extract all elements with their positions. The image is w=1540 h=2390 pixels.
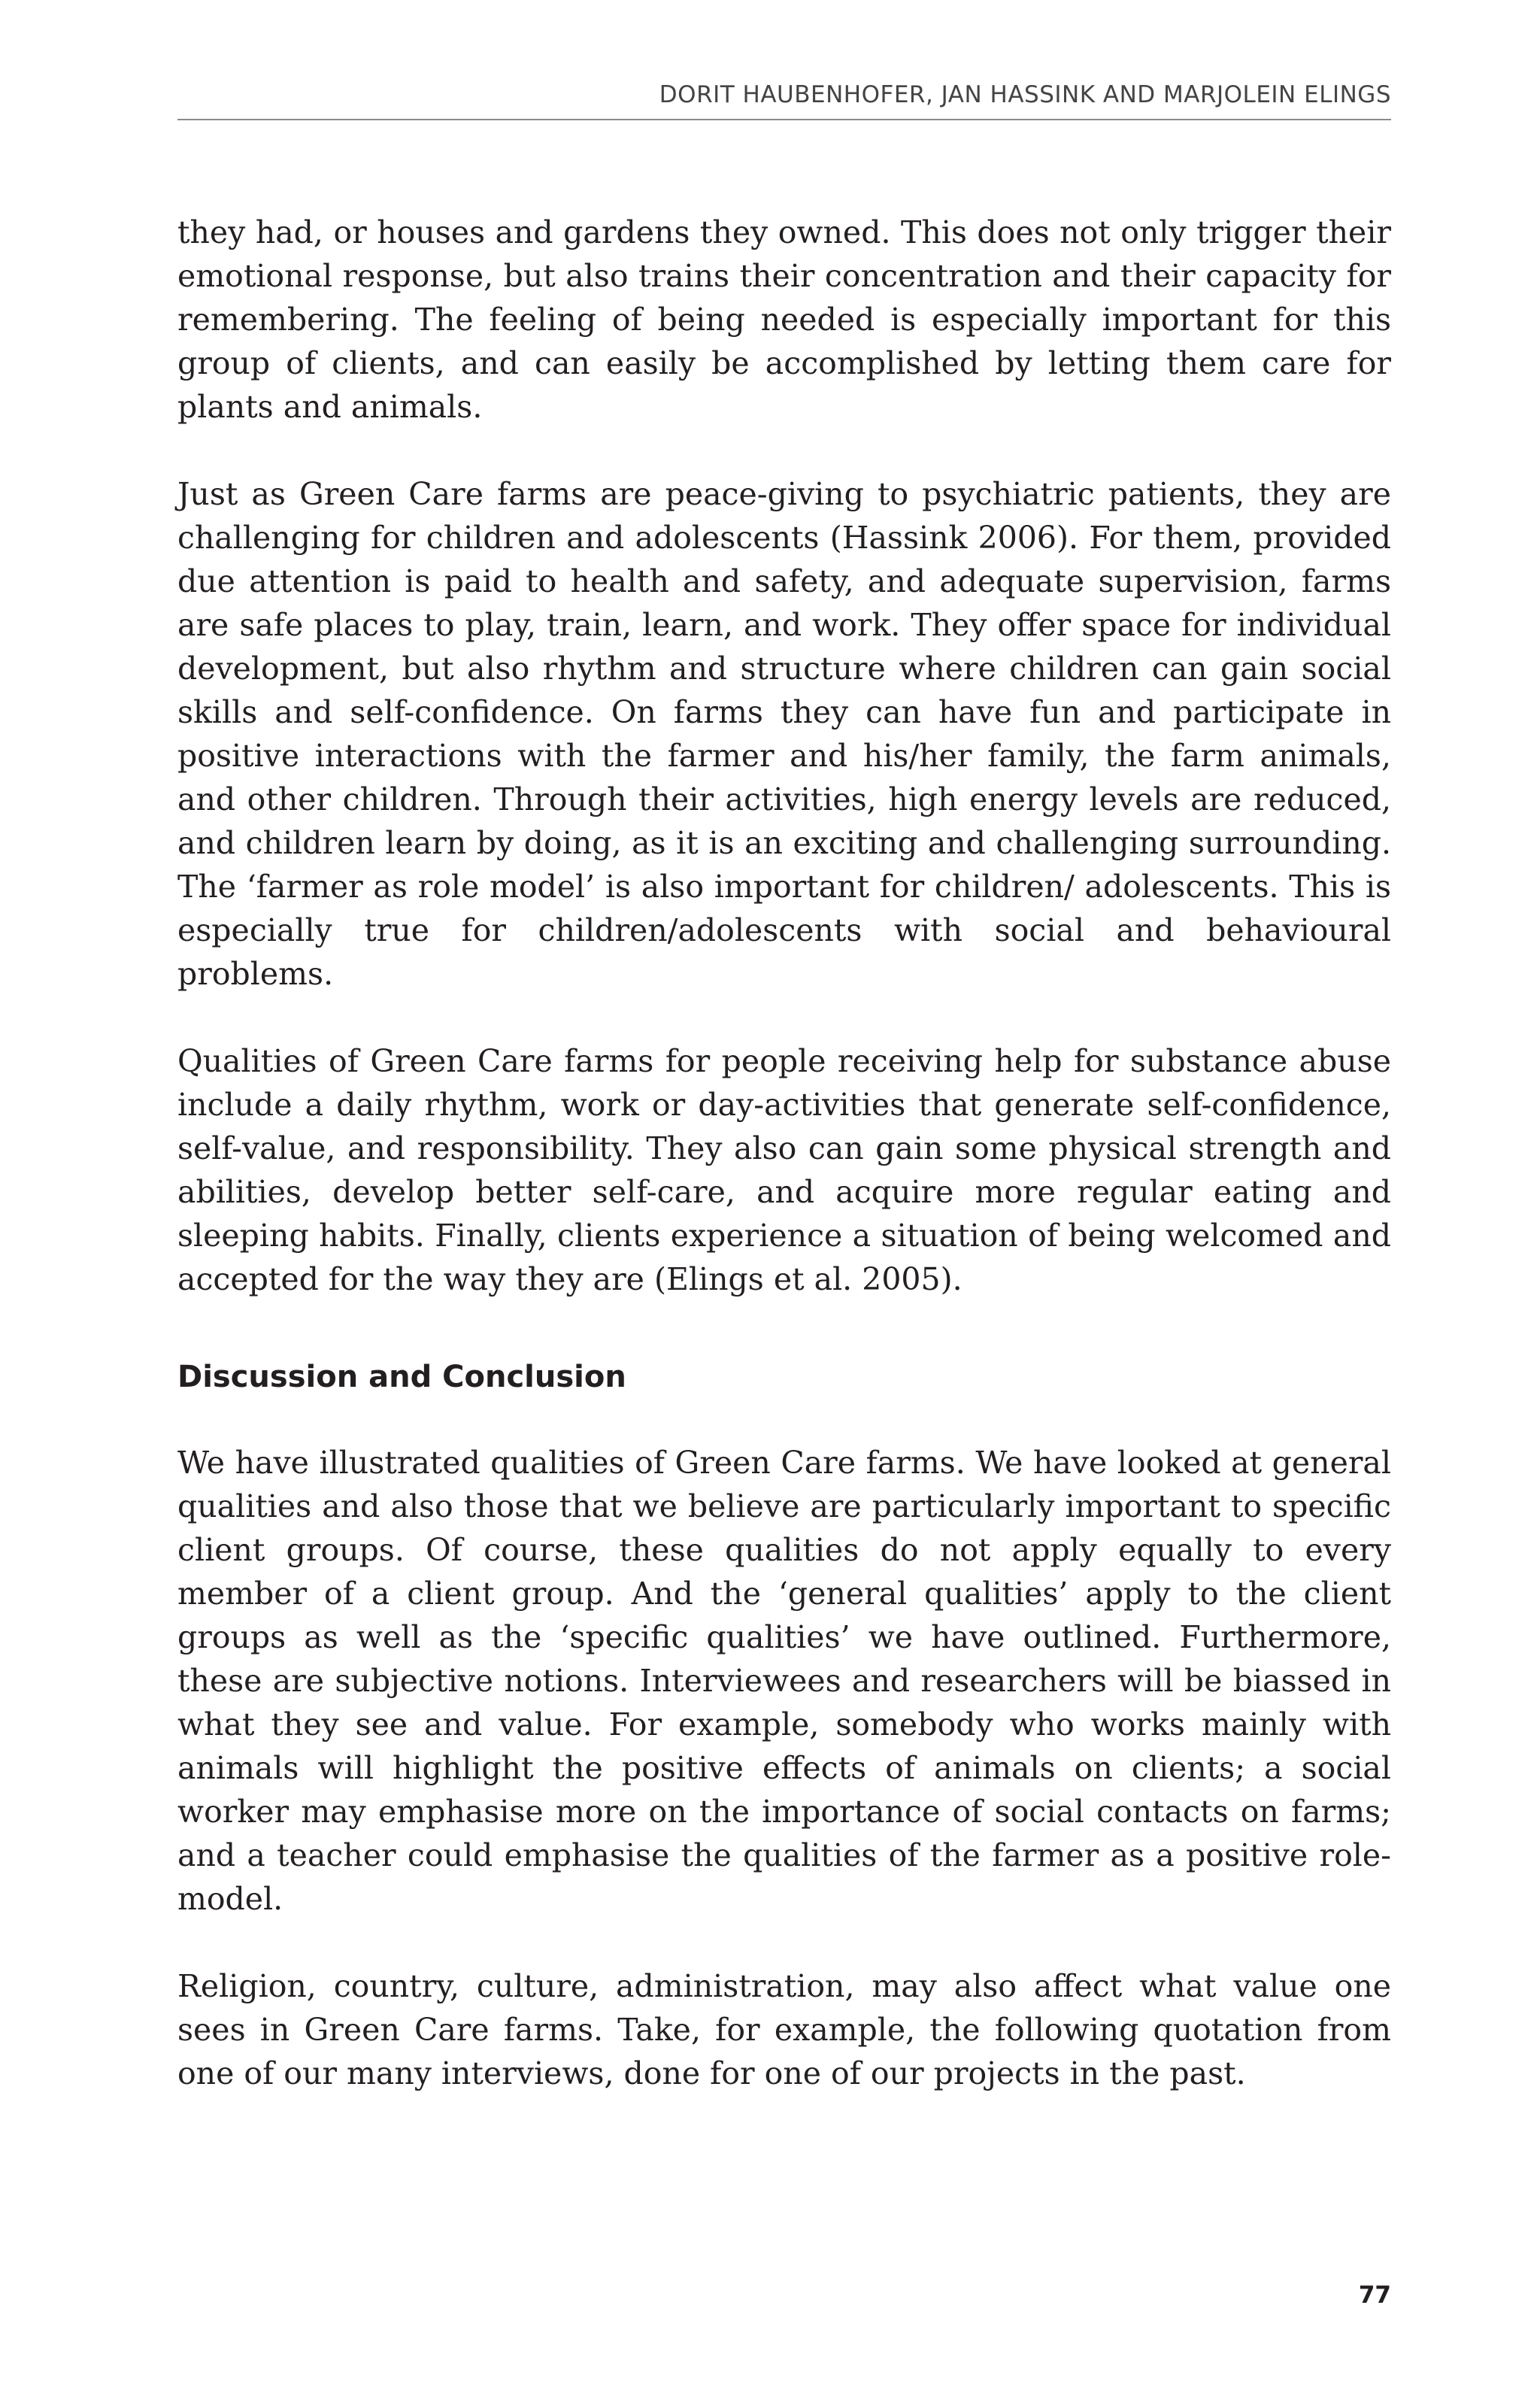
section-paragraph-2: Religion, country, culture, administration, may also affect what value one sees in Green Care farms. Take, for example, the following quotation from one of our many interviews, done for one of our projects in the past. xyxy=(177,1968,1391,2091)
paragraph-3: Qualities of Green Care farms for people receiving help for substance abuse include a daily rhythm, work or day-activities that generate self-confidence, self-value, and responsibility. They also can gain some physical strength and abilities, develop better self-care, and acquire more regular eating and sleeping habits. Finally, clients experience a situation of being welcomed and accepted for the way they are (Elings et al. 2005). xyxy=(177,1043,1391,1297)
header-rule xyxy=(177,119,1391,120)
section-paragraph-1: We have illustrated qualities of Green Care farms. We have looked at general qualities and also those that we believe are particularly important to specific client groups. Of course, these qualities do not apply equally to every member of a client group. And the ‘general qualities’ apply to the client groups as well as the ‘specific qualities’ we have outlined. Furthermore, these are subjective notions. Interviewees and researchers will be biassed in what they see and value. For example, somebody who works mainly with animals will highlight the positive effects of animals on clients; a social worker may emphasise more on the importance of social contacts on farms; and a teacher could emphasise the qualities of the farmer as a positive role-model. xyxy=(177,1445,1391,1917)
paragraph-1: they had, or houses and gardens they owned. This does not only trigger their emotional response, but also trains their concentration and their capacity for remembering. The feeling of being needed is especially important for this group of clients, and can easily be accomplished by letting them care for plants and animals. xyxy=(177,214,1391,425)
section-heading: Discussion and Conclusion xyxy=(177,1360,626,1394)
paragraph-2: Just as Green Care farms are peace-giving to psychiatric patients, they are challenging for children and adolescents (Hassink 2006). For them, provided due attention is paid to health and safety, and adequate supervision, farms are safe places to play, train, learn, and work. They offer space for individual development, but also rhythm and structure where children can gain social skills and self-confidence. On farms they can have fun and participate in positive interactions with the farmer and his/her family, the farm animals, and other children. Through their activities, high energy levels are reduced, and children learn by doing, as it is an exciting and challenging surrounding. The ‘farmer as role model’ is also important for children/ adolescents. This is especially true for children/adolescents with social and behavioural problems. xyxy=(177,476,1391,992)
page-number: 77 xyxy=(1358,2282,1391,2309)
page-body xyxy=(177,211,1391,2095)
running-head: DORIT HAUBENHOFER, JAN HASSINK AND MARJOLEIN ELINGS xyxy=(659,81,1391,108)
